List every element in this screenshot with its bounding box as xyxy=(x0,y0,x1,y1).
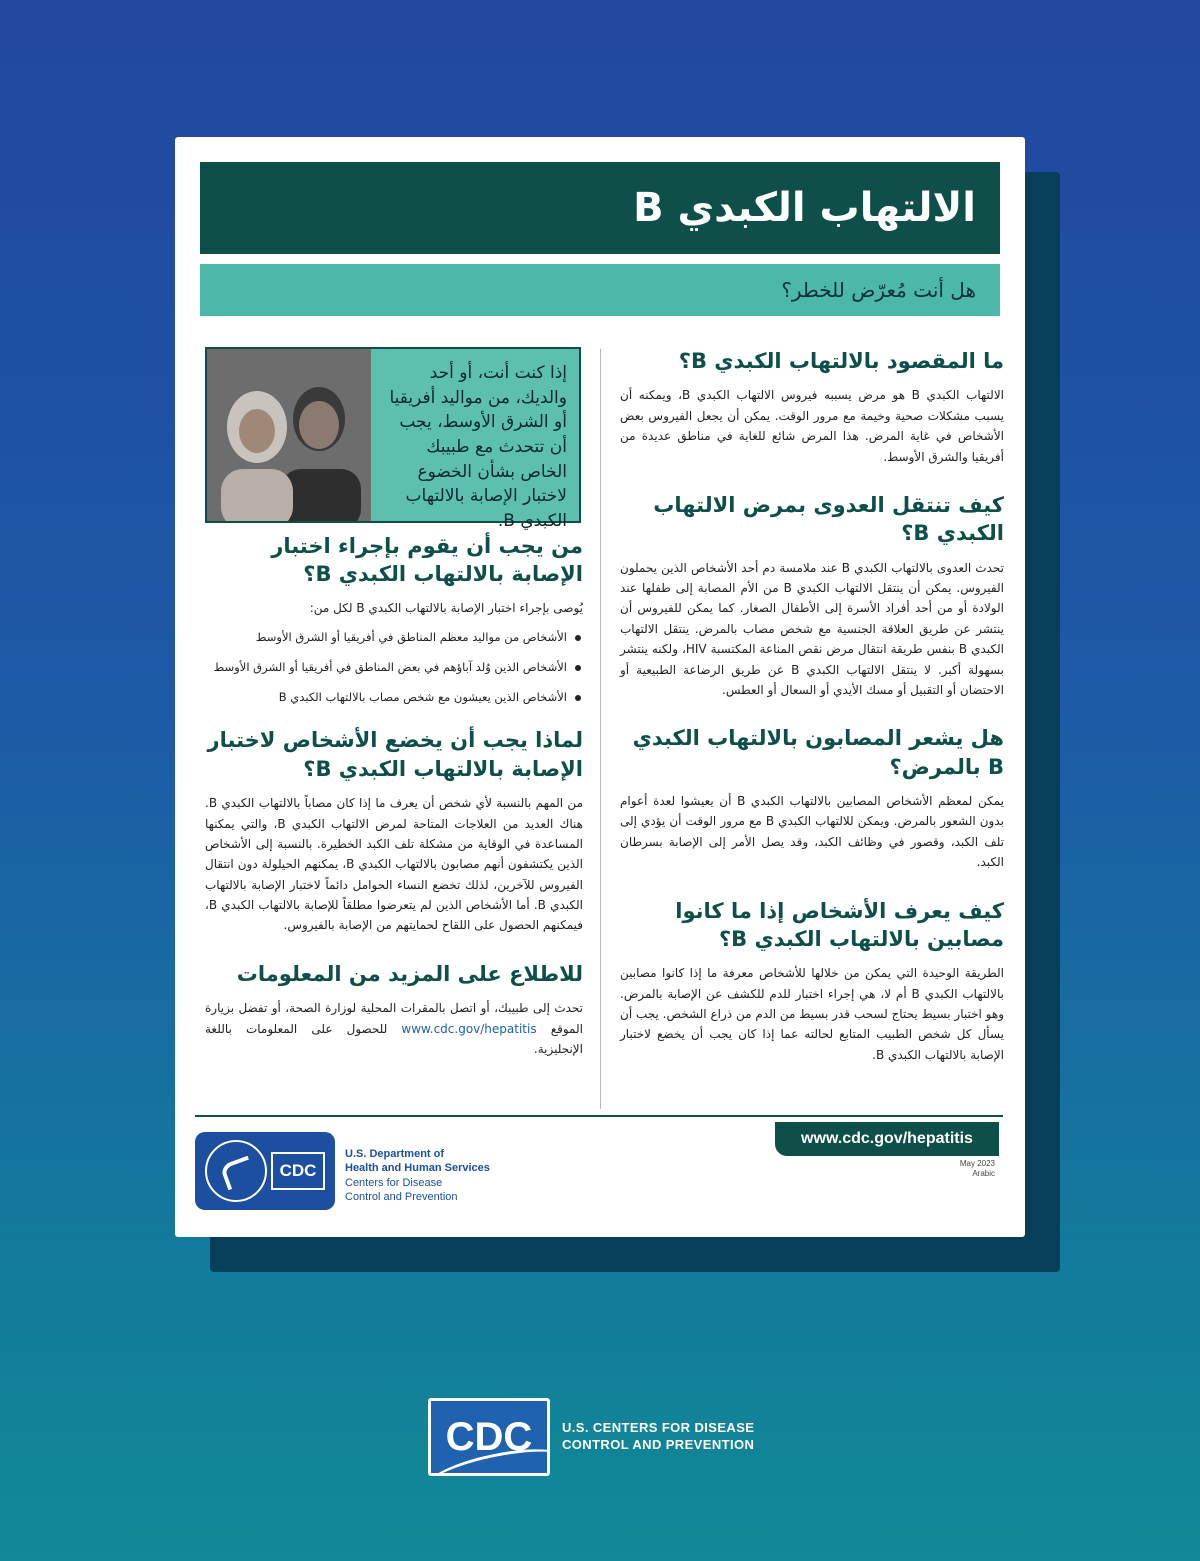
section-heading-transmission: كيف تنتقل العدوى بمرض الالتهاب الكبدي B؟ xyxy=(653,492,1004,546)
callout-text: إذا كنت أنت، أو أحد والديك، من مواليد أفريقيا أو الشرق الأوسط، يجب أن تتحدث مع طبيبك الخاص بشأن الخضوع لاختبار الإصابة بالالتهاب الكبدي B. xyxy=(389,363,567,531)
section-intro-who-should-test: يُوصى بإجراء اختبار الإصابة بالالتهاب الكبدي B لكل من: xyxy=(309,600,583,615)
callout-box xyxy=(205,347,581,531)
hhs-logo-block xyxy=(195,1132,335,1210)
couple-photo xyxy=(207,349,371,521)
right-column xyxy=(620,347,1004,1089)
cdc-badge: CDC xyxy=(428,1398,550,1476)
hhs-text xyxy=(345,1147,490,1204)
more-info-text-b: للحصول على المعلومات باللغة الإنجليزية. xyxy=(205,1021,583,1056)
section-heading-diagnosis: كيف يعرف الأشخاص إذا ما كانوا مصابين بالالتهاب الكبدي B؟ xyxy=(675,898,1004,951)
hhs-line-3: Centers for Disease xyxy=(345,1176,443,1189)
footer-language: Arabic xyxy=(972,1169,995,1179)
fact-sheet xyxy=(175,137,1025,1237)
page-subtitle: هل أنت مُعرّض للخطر؟ xyxy=(781,278,976,302)
cdc-tagline-1: U.S. CENTERS FOR DISEASE xyxy=(562,1420,755,1436)
footer-url[interactable]: www.cdc.gov/hepatitis xyxy=(775,1122,999,1156)
hhs-seal-icon xyxy=(205,1140,267,1202)
column-divider xyxy=(600,349,601,1109)
left-column xyxy=(205,532,583,1083)
section-body-symptoms: يمكن لمعظم الأشخاص المصابين بالالتهاب الكبدي B أن يعيشوا لعدة أعوام بدون الشعور بالمرض. ويمكن للالتهاب الكبدي B مع مرور الوقت أن يؤدي إلى تلف الكبد، وقصور في وظائف الكبد، وقد يصل الأمر إلى الإصابة بسرطان الكبد. xyxy=(620,794,1004,870)
section-heading-more-info: للاطلاع على المزيد من المعلومات xyxy=(236,961,583,986)
section-heading-symptoms: هل يشعر المصابون بالالتهاب الكبدي B بالمرض؟ xyxy=(632,726,1004,779)
list-item: الأشخاص من مواليد معظم المناطق في أفريقيا أو الشرق الأوسط xyxy=(205,629,583,646)
bullet-list xyxy=(205,629,583,707)
section-heading-why-test: لماذا يجب أن يخضع الأشخاص لاختبار الإصابة بالالتهاب الكبدي B؟ xyxy=(207,728,583,781)
couple-photo-illustration xyxy=(207,349,371,521)
cdc-tagline xyxy=(562,1420,754,1454)
footer-date-month: May 2023 xyxy=(959,1159,995,1168)
hepatitis-link[interactable]: www.cdc.gov/hepatitis xyxy=(401,1021,537,1036)
cdc-mini-logo: CDC xyxy=(271,1152,325,1190)
page-title: الالتهاب الكبدي B xyxy=(633,185,976,231)
hhs-line-4: Control and Prevention xyxy=(345,1190,458,1203)
section-heading-what-is: ما المقصود بالالتهاب الكبدي B؟ xyxy=(678,349,1004,373)
section-body-why-test: من المهم بالنسبة لأي شخص أن يعرف ما إذا كان مصاباً بالالتهاب الكبدي B. هناك العديد من العلاجات المتاحة لمرض الالتهاب الكبدي B، والتي يمكنها المساعدة في الوقاية من مشكلة تلف الكبد الخطيرة. بالنسبة إلى الأشخاص الذين يكتشفون أنهم مصابون بالالتهاب الكبدي B، يمكنهم الحيلولة دون انتقال الفيروس للآخرين، لذلك تخضع النساء الحوامل دائماً لاختبار الإصابة بالالتهاب الكبدي B. أما الأشخاص الذين لم يتعرضوا مطلقاً للإصابة بالالتهاب الكبدي B، فيمكنهم الحصول على اللقاح لحمايتهم من الإصابة بالفيروس. xyxy=(205,796,584,933)
hhs-line-2: Health and Human Services xyxy=(345,1162,490,1175)
subtitle-bar xyxy=(200,264,1000,316)
section-heading-who-should-test: من يجب أن يقوم بإجراء اختبار الإصابة بالالتهاب الكبدي B؟ xyxy=(271,534,583,587)
more-info-text-a: تحدث إلى طبيبك، أو اتصل بالمقرات المحلية لوزارة الصحة، أو تفضل بزيارة الموقع xyxy=(205,1001,583,1036)
list-item: الأشخاص الذين وُلد آباؤهم في بعض المناطق في أفريقيا أو الشرق الأوسط xyxy=(205,659,583,676)
footer-date xyxy=(895,1159,995,1180)
section-body-more-info xyxy=(205,998,583,1059)
cdc-bottom-logo xyxy=(428,1398,754,1476)
footer-divider xyxy=(195,1115,1003,1117)
list-item: الأشخاص الذين يعيشون مع شخص مصاب بالالتهاب الكبدي B xyxy=(205,689,583,706)
section-body-transmission: تحدث العدوى بالالتهاب الكبدي B عند ملامسة دم أحد الأشخاص الذين يحملون الفيروس. يمكن أن ينتقل الالتهاب الكبدي B من الأم المصابة إلى طفلها عند الولادة أو من أحد أفراد الأسرة إلى الأطفال الصغار. كما يمكن للفيروس أن ينتشر عن طريق العلاقة الجنسية مع شخص مصاب بالمرض. ينتقل الالتهاب الكبدي B بنفس طريقة انتقال مرض نقص المناعة المكتسبة HIV، ولكنه ينتشر بسهولة أكبر. لا ينتقل الالتهاب الكبدي B عن طريق الرضاعة الطبيعية أو الاحتضان أو التقبيل أو مسك الأيدي أو السعال أو العطس. xyxy=(620,560,1005,697)
hhs-line-1: U.S. Department of xyxy=(345,1148,445,1160)
section-body-what-is: الالتهاب الكبدي B هو مرض يسببه فيروس الالتهاب الكبدي B، ويمكنه أن يسبب مشكلات صحية وخيمة مع مرور الوقت. يمكن أن يجعل الفيروس بعض الأشخاص في غاية المرض. هذا المرض شائع للغاية في مناطق عديدة من أفريقيا والشرق الأوسط. xyxy=(620,388,1005,464)
title-bar xyxy=(200,162,1000,254)
section-body-diagnosis: الطريقة الوحيدة التي يمكن من خلالها للأشخاص معرفة ما إذا كانوا مصابين بالالتهاب الكبدي B أم لا، هي إجراء اختبار للدم للكشف عن الإصابة بالمرض. وهو اختبار بسيط يحتاج لسحب قدر بسيط من الدم من ذراع الشخص. يجب أن يسأل كل شخص الطبيب المتابع لحالته عما إذا كان يجب أن يخضع لاختبار الإصابة بالالتهاب الكبدي B. xyxy=(620,966,1004,1062)
cdc-tagline-2: CONTROL AND PREVENTION xyxy=(562,1437,755,1452)
